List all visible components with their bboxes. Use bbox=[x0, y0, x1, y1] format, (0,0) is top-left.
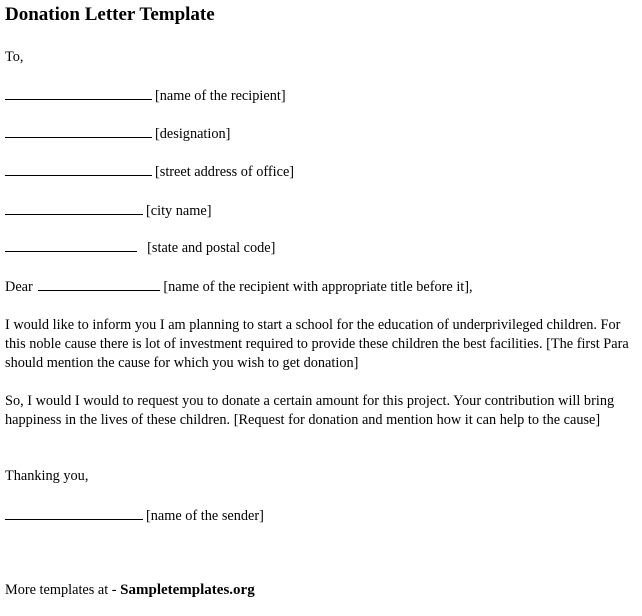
state-postal-label: [state and postal code] bbox=[147, 240, 276, 256]
blank-line bbox=[5, 239, 137, 252]
paragraph-request: So, I would I would to request you to donate a certain amount for this project. Your contribution will bring happiness in the lives of these children. [Request for donation and mention how it can help to the cause] bbox=[5, 393, 615, 428]
salutation-label: [name of the recipient with appropriate title before it], bbox=[163, 279, 473, 295]
footer-site-link[interactable]: Sampletemplates.org bbox=[120, 582, 255, 598]
to-line: To, bbox=[5, 49, 24, 65]
footer bbox=[5, 582, 255, 599]
salutation-line bbox=[5, 278, 473, 296]
signature-line bbox=[5, 507, 264, 525]
city-label: [city name] bbox=[146, 203, 212, 219]
street-address-label: [street address of office] bbox=[155, 164, 295, 180]
recipient-name-label: [name of the recipient] bbox=[155, 88, 286, 104]
blank-line bbox=[5, 202, 143, 215]
signature-label: [name of the sender] bbox=[146, 508, 264, 524]
footer-prefix: More templates at - bbox=[5, 582, 121, 598]
blank-line bbox=[5, 87, 152, 100]
designation-label: [designation] bbox=[155, 126, 231, 142]
city-line bbox=[5, 202, 212, 220]
blank-line bbox=[38, 278, 160, 291]
salutation-prefix: Dear bbox=[5, 279, 33, 295]
blank-line bbox=[5, 507, 143, 520]
street-address-line bbox=[5, 163, 294, 181]
recipient-name-line bbox=[5, 87, 286, 105]
blank-line bbox=[5, 125, 152, 138]
paragraph-cause: I would like to inform you I am planning to start a school for the education of underprivileged children. For this noble cause there is lot of investment required to provide these children the best facilities. [The first Para should mention the cause for which you wish to get donation] bbox=[5, 317, 629, 371]
closing-line: Thanking you, bbox=[5, 468, 89, 484]
state-postal-line bbox=[5, 239, 275, 257]
page-title: Donation Letter Template bbox=[5, 4, 215, 25]
designation-line bbox=[5, 125, 230, 143]
blank-line bbox=[5, 163, 152, 176]
